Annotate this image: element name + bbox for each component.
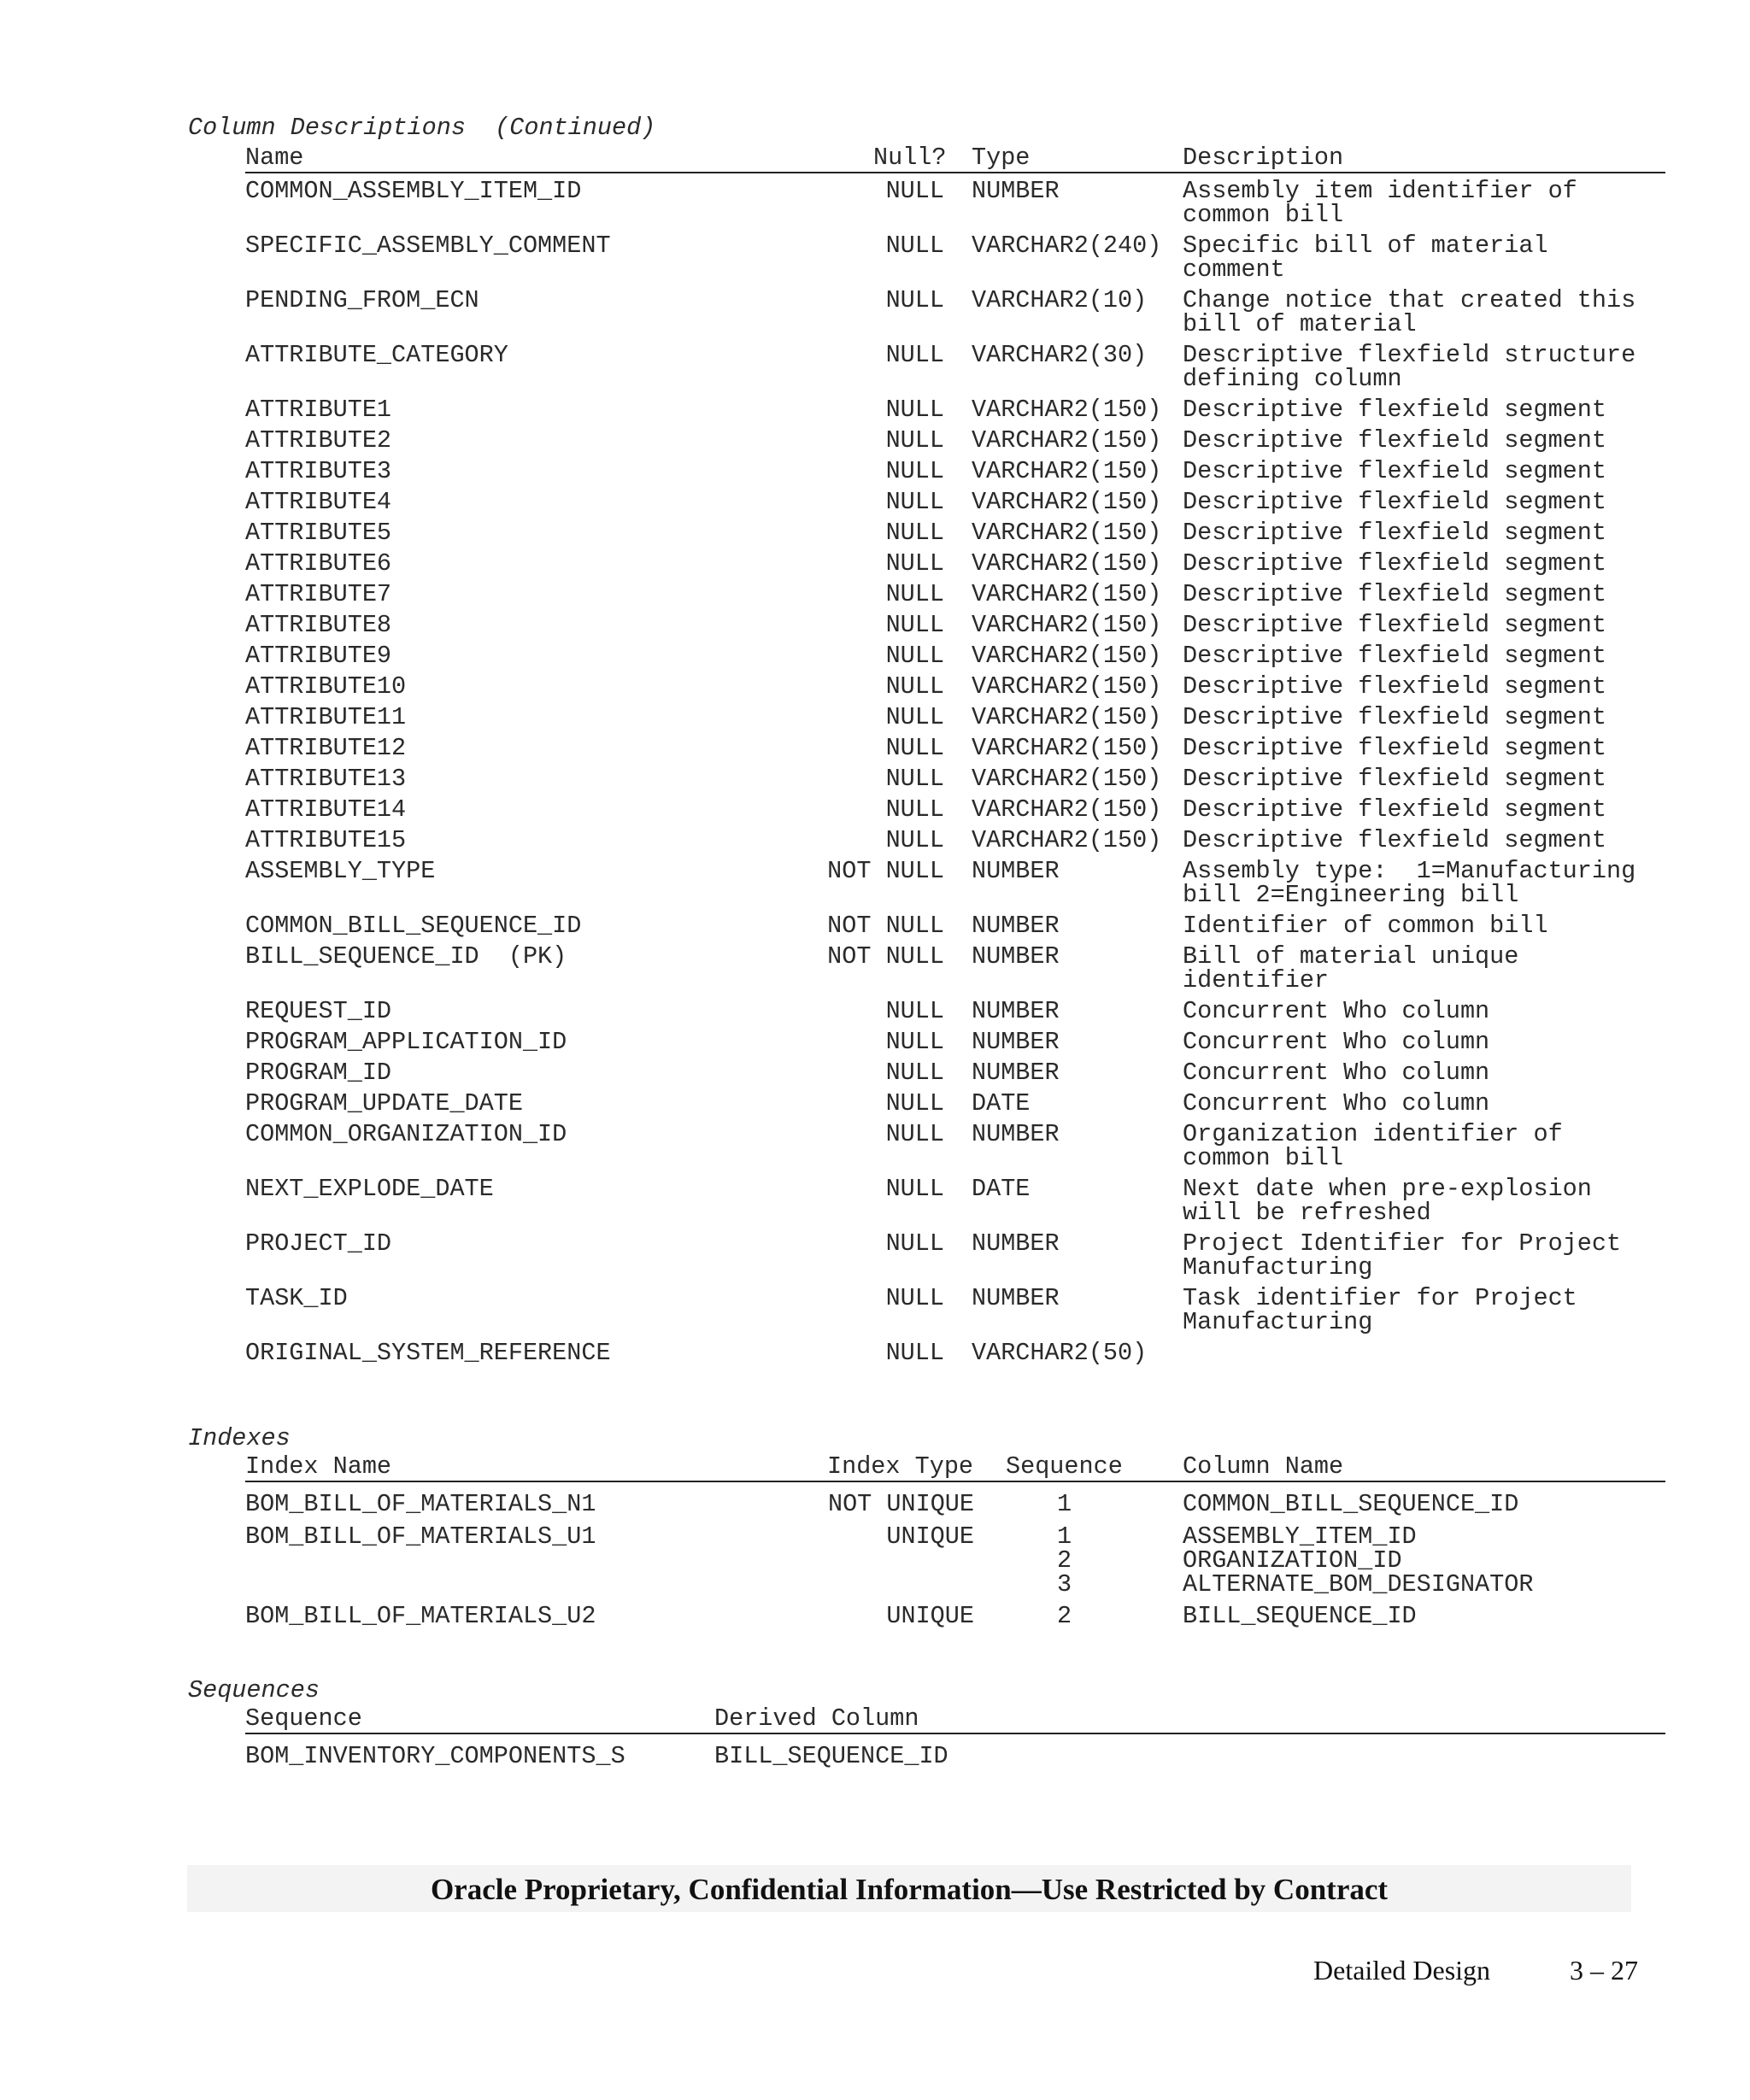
column-null: NULL bbox=[885, 1339, 944, 1367]
column-type: VARCHAR2(150) bbox=[972, 826, 1162, 854]
sequence-value: BOM_INVENTORY_COMPONENTS_S bbox=[245, 1742, 625, 1770]
header-sequence-name: Sequence bbox=[245, 1704, 362, 1733]
column-description bbox=[1183, 736, 1606, 760]
header-name: Name bbox=[245, 144, 304, 172]
column-type: VARCHAR2(150) bbox=[972, 734, 1162, 762]
description-line: Concurrent Who column bbox=[1183, 1059, 1490, 1087]
column-type: VARCHAR2(150) bbox=[972, 519, 1162, 547]
header-description: Description bbox=[1183, 144, 1344, 172]
column-null: NULL bbox=[885, 286, 944, 314]
column-descriptions-table bbox=[245, 179, 1672, 1372]
column-name: ORIGINAL_SYSTEM_REFERENCE bbox=[245, 1339, 611, 1367]
table-row bbox=[245, 703, 1672, 736]
column-description bbox=[1183, 1120, 1563, 1172]
column-type: VARCHAR2(150) bbox=[972, 426, 1162, 455]
table-row bbox=[245, 521, 1672, 552]
column-type: NUMBER bbox=[972, 1120, 1060, 1148]
description-line: Change notice that created this bbox=[1183, 286, 1636, 314]
table-row bbox=[245, 1177, 1672, 1232]
description-line: Descriptive flexfield segment bbox=[1183, 765, 1606, 793]
column-type: NUMBER bbox=[972, 1028, 1060, 1056]
column-type: VARCHAR2(150) bbox=[972, 703, 1162, 731]
column-null: NULL bbox=[885, 1028, 944, 1056]
description-line: Descriptive flexfield segment bbox=[1183, 611, 1606, 639]
column-description bbox=[1183, 1229, 1622, 1282]
column-name: ATTRIBUTE7 bbox=[245, 580, 392, 608]
column-null: NULL bbox=[885, 672, 944, 701]
header-derived-column: Derived Column bbox=[714, 1704, 919, 1733]
column-name: ATTRIBUTE2 bbox=[245, 426, 392, 455]
table-row bbox=[245, 1030, 1672, 1061]
column-type: NUMBER bbox=[972, 1229, 1060, 1258]
description-line: Descriptive flexfield structure bbox=[1183, 341, 1636, 369]
description-line: Concurrent Who column bbox=[1183, 1028, 1490, 1056]
column-type: NUMBER bbox=[972, 912, 1060, 940]
column-null: NULL bbox=[885, 580, 944, 608]
column-type: VARCHAR2(150) bbox=[972, 549, 1162, 578]
column-type: VARCHAR2(150) bbox=[972, 642, 1162, 670]
index-sequence: 3 bbox=[1057, 1570, 1072, 1598]
column-name: ATTRIBUTE4 bbox=[245, 488, 392, 516]
description-line: Task identifier for Project bbox=[1183, 1284, 1577, 1312]
index-name: BOM_BILL_OF_MATERIALS_N1 bbox=[245, 1490, 596, 1518]
description-line: Identifier of common bill bbox=[1183, 912, 1548, 940]
column-name: ATTRIBUTE_CATEGORY bbox=[245, 341, 508, 369]
description-line: Manufacturing bbox=[1183, 1308, 1373, 1336]
column-type: VARCHAR2(150) bbox=[972, 396, 1162, 424]
description-line: Concurrent Who column bbox=[1183, 1089, 1490, 1117]
column-null: NULL bbox=[885, 611, 944, 639]
column-type: VARCHAR2(150) bbox=[972, 580, 1162, 608]
column-null: NOT NULL bbox=[827, 857, 944, 885]
column-description bbox=[1183, 398, 1606, 422]
description-line: Descriptive flexfield segment bbox=[1183, 488, 1606, 516]
column-name: ATTRIBUTE9 bbox=[245, 642, 392, 670]
table-row bbox=[245, 736, 1672, 767]
column-type: VARCHAR2(30) bbox=[972, 341, 1148, 369]
table-row bbox=[245, 942, 1672, 1000]
table-row bbox=[245, 549, 1672, 583]
column-description bbox=[1183, 672, 1606, 701]
column-description bbox=[1183, 644, 1606, 668]
description-line: Project Identifier for Project bbox=[1183, 1229, 1622, 1258]
description-line: Specific bill of material bbox=[1183, 232, 1548, 260]
description-line: common bill bbox=[1183, 1144, 1344, 1172]
table-row bbox=[245, 644, 1672, 675]
index-sequence: 2 bbox=[1057, 1602, 1072, 1630]
description-line: will be refreshed bbox=[1183, 1199, 1431, 1227]
column-null: NULL bbox=[885, 765, 944, 793]
description-line: identifier bbox=[1183, 966, 1330, 994]
column-null: NULL bbox=[885, 826, 944, 854]
column-description bbox=[1183, 859, 1635, 907]
column-type: NUMBER bbox=[972, 1059, 1060, 1087]
column-name: ATTRIBUTE13 bbox=[245, 765, 407, 793]
table-row bbox=[245, 613, 1672, 644]
description-line: Next date when pre-explosion bbox=[1183, 1175, 1592, 1203]
table-row bbox=[245, 672, 1672, 706]
header-column-name: Column Name bbox=[1183, 1452, 1344, 1481]
index-header-rule bbox=[245, 1481, 1665, 1482]
column-null: NULL bbox=[885, 1229, 944, 1258]
sequences-title: Sequences bbox=[188, 1676, 320, 1704]
column-type: NUMBER bbox=[972, 997, 1060, 1025]
index-column-name: BILL_SEQUENCE_ID bbox=[1183, 1602, 1417, 1630]
description-line: Concurrent Who column bbox=[1183, 997, 1490, 1025]
confidential-notice: Oracle Proprietary, Confidential Information––Use Restricted by Contract bbox=[430, 1873, 1389, 1906]
table-row bbox=[245, 997, 1672, 1030]
table-row bbox=[245, 1341, 1672, 1372]
column-name: PROGRAM_ID bbox=[245, 1059, 392, 1087]
column-null: NULL bbox=[885, 232, 944, 260]
description-line: defining column bbox=[1183, 365, 1402, 393]
column-name: ATTRIBUTE8 bbox=[245, 611, 392, 639]
column-description bbox=[1183, 521, 1606, 545]
column-name: ATTRIBUTE6 bbox=[245, 549, 392, 578]
column-type: VARCHAR2(10) bbox=[972, 286, 1148, 314]
column-name: REQUEST_ID bbox=[245, 997, 392, 1025]
sequence-header-rule bbox=[245, 1733, 1665, 1734]
table-row bbox=[245, 1089, 1672, 1123]
column-type: DATE bbox=[972, 1089, 1031, 1117]
column-name: PROGRAM_APPLICATION_ID bbox=[245, 1028, 567, 1056]
column-type: VARCHAR2(150) bbox=[972, 488, 1162, 516]
column-null: NULL bbox=[885, 488, 944, 516]
header-type: Type bbox=[972, 144, 1031, 172]
table-row bbox=[245, 457, 1672, 490]
column-name: ATTRIBUTE12 bbox=[245, 734, 407, 762]
column-description bbox=[1183, 795, 1606, 824]
column-null: NULL bbox=[885, 396, 944, 424]
table-row bbox=[245, 490, 1672, 521]
table-row bbox=[245, 398, 1672, 429]
description-line: Descriptive flexfield segment bbox=[1183, 826, 1606, 854]
column-type: NUMBER bbox=[972, 1284, 1060, 1312]
description-line: bill of material bbox=[1183, 310, 1417, 338]
header-null: Null? bbox=[873, 144, 947, 172]
column-description bbox=[1183, 826, 1606, 854]
column-description bbox=[1183, 613, 1606, 637]
column-description bbox=[1183, 179, 1577, 227]
column-description bbox=[1183, 286, 1636, 338]
column-null: NULL bbox=[885, 549, 944, 578]
table-row bbox=[245, 179, 1672, 234]
column-description bbox=[1183, 1284, 1577, 1336]
column-null: NULL bbox=[885, 795, 944, 824]
description-line: Bill of material unique bbox=[1183, 942, 1519, 971]
column-type: VARCHAR2(240) bbox=[972, 232, 1162, 260]
column-description bbox=[1183, 457, 1606, 485]
column-null: NOT NULL bbox=[827, 942, 944, 971]
column-name: ATTRIBUTE1 bbox=[245, 396, 392, 424]
description-line: Descriptive flexfield segment bbox=[1183, 457, 1606, 485]
description-line: bill 2=Engineering bill bbox=[1183, 881, 1519, 909]
column-name: ATTRIBUTE5 bbox=[245, 519, 392, 547]
column-name: ASSEMBLY_TYPE bbox=[245, 857, 436, 885]
index-column-name: COMMON_BILL_SEQUENCE_ID bbox=[1183, 1490, 1519, 1518]
column-null: NULL bbox=[885, 177, 944, 205]
column-description bbox=[1183, 549, 1606, 578]
column-name: NEXT_EXPLODE_DATE bbox=[245, 1175, 494, 1203]
table-row bbox=[245, 580, 1672, 613]
description-line: Descriptive flexfield segment bbox=[1183, 426, 1606, 455]
column-type: NUMBER bbox=[972, 857, 1060, 885]
column-type: VARCHAR2(150) bbox=[972, 795, 1162, 824]
column-null: NULL bbox=[885, 642, 944, 670]
description-line: Descriptive flexfield segment bbox=[1183, 519, 1606, 547]
indexes-title: Indexes bbox=[188, 1424, 291, 1452]
description-line: Descriptive flexfield segment bbox=[1183, 703, 1606, 731]
column-name: PROGRAM_UPDATE_DATE bbox=[245, 1089, 523, 1117]
column-description bbox=[1183, 490, 1606, 514]
column-null: NULL bbox=[885, 426, 944, 455]
column-description bbox=[1183, 1177, 1592, 1225]
table-row bbox=[245, 859, 1672, 914]
table-row bbox=[245, 1061, 1672, 1092]
index-sequence: 1 bbox=[1057, 1490, 1072, 1518]
column-null: NULL bbox=[885, 1120, 944, 1148]
table-row bbox=[245, 286, 1672, 343]
column-type: DATE bbox=[972, 1175, 1031, 1203]
column-null: NULL bbox=[885, 997, 944, 1025]
description-line: Assembly type: 1=Manufacturing bbox=[1183, 857, 1636, 885]
column-name: TASK_ID bbox=[245, 1284, 348, 1312]
index-sequence: 2 bbox=[1057, 1546, 1072, 1575]
column-description bbox=[1183, 914, 1548, 938]
table-row bbox=[245, 426, 1672, 460]
description-line: Descriptive flexfield segment bbox=[1183, 580, 1606, 608]
column-description bbox=[1183, 426, 1606, 455]
column-null: NULL bbox=[885, 1284, 944, 1312]
column-name: PENDING_FROM_ECN bbox=[245, 286, 479, 314]
column-description bbox=[1183, 997, 1490, 1025]
index-sequence: 1 bbox=[1057, 1522, 1072, 1551]
column-null: NULL bbox=[885, 341, 944, 369]
table-row bbox=[245, 1284, 1672, 1341]
description-line: Descriptive flexfield segment bbox=[1183, 672, 1606, 701]
section-name: Detailed Design bbox=[1313, 1955, 1491, 1986]
derived-column-value: BILL_SEQUENCE_ID bbox=[714, 1742, 948, 1770]
table-row bbox=[245, 826, 1672, 859]
column-description bbox=[1183, 1030, 1489, 1054]
table-row bbox=[245, 1120, 1672, 1177]
column-description bbox=[1183, 1089, 1490, 1117]
column-null: NOT NULL bbox=[827, 912, 944, 940]
column-name: ATTRIBUTE15 bbox=[245, 826, 407, 854]
index-type: UNIQUE bbox=[886, 1602, 974, 1630]
column-description bbox=[1183, 234, 1548, 282]
column-name: ATTRIBUTE3 bbox=[245, 457, 392, 485]
description-line: Descriptive flexfield segment bbox=[1183, 396, 1606, 424]
column-name: ATTRIBUTE14 bbox=[245, 795, 407, 824]
index-column-name: ASSEMBLY_ITEM_ID bbox=[1183, 1522, 1417, 1551]
column-description bbox=[1183, 343, 1635, 391]
header-index-name: Index Name bbox=[245, 1452, 392, 1481]
column-description bbox=[1183, 703, 1606, 731]
column-header-rule bbox=[245, 172, 1665, 173]
column-name: PROJECT_ID bbox=[245, 1229, 392, 1258]
description-line: Descriptive flexfield segment bbox=[1183, 549, 1606, 578]
column-type: VARCHAR2(150) bbox=[972, 765, 1162, 793]
table-row bbox=[245, 1229, 1672, 1287]
column-null: NULL bbox=[885, 1175, 944, 1203]
column-name: BILL_SEQUENCE_ID (PK) bbox=[245, 942, 567, 971]
description-line: Descriptive flexfield segment bbox=[1183, 734, 1606, 762]
index-name: BOM_BILL_OF_MATERIALS_U2 bbox=[245, 1602, 596, 1630]
column-null: NULL bbox=[885, 1059, 944, 1087]
column-type: VARCHAR2(50) bbox=[972, 1339, 1148, 1367]
index-column-name: ORGANIZATION_ID bbox=[1183, 1546, 1402, 1575]
column-null: NULL bbox=[885, 703, 944, 731]
table-row bbox=[245, 914, 1672, 945]
column-type: NUMBER bbox=[972, 177, 1060, 205]
column-null: NULL bbox=[885, 519, 944, 547]
column-descriptions-title: Column Descriptions (Continued) bbox=[188, 114, 656, 142]
index-column-name: ALTERNATE_BOM_DESIGNATOR bbox=[1183, 1570, 1534, 1598]
column-null: NULL bbox=[885, 457, 944, 485]
description-line: Organization identifier of bbox=[1183, 1120, 1563, 1148]
description-line: Manufacturing bbox=[1183, 1253, 1373, 1282]
column-name: SPECIFIC_ASSEMBLY_COMMENT bbox=[245, 232, 611, 260]
index-type: NOT UNIQUE bbox=[827, 1490, 974, 1518]
column-name: COMMON_BILL_SEQUENCE_ID bbox=[245, 912, 582, 940]
column-name: COMMON_ASSEMBLY_ITEM_ID bbox=[245, 177, 582, 205]
description-line: Assembly item identifier of bbox=[1183, 177, 1577, 205]
column-type: VARCHAR2(150) bbox=[972, 672, 1162, 701]
column-type: VARCHAR2(150) bbox=[972, 611, 1162, 639]
header-index-type: Index Type bbox=[827, 1452, 974, 1481]
index-name: BOM_BILL_OF_MATERIALS_U1 bbox=[245, 1522, 596, 1551]
description-line: Descriptive flexfield segment bbox=[1183, 795, 1606, 824]
column-type: NUMBER bbox=[972, 942, 1060, 971]
description-line: common bill bbox=[1183, 201, 1344, 229]
description-line: Descriptive flexfield segment bbox=[1183, 642, 1606, 670]
index-type: UNIQUE bbox=[886, 1522, 974, 1551]
table-row bbox=[245, 343, 1672, 398]
column-name: COMMON_ORGANIZATION_ID bbox=[245, 1120, 567, 1148]
column-name: ATTRIBUTE10 bbox=[245, 672, 407, 701]
table-row bbox=[245, 767, 1672, 798]
column-null: NULL bbox=[885, 734, 944, 762]
column-description bbox=[1183, 1061, 1489, 1085]
table-row bbox=[245, 234, 1672, 289]
column-null: NULL bbox=[885, 1089, 944, 1117]
header-sequence: Sequence bbox=[1006, 1452, 1123, 1481]
column-name: ATTRIBUTE11 bbox=[245, 703, 407, 731]
column-description bbox=[1183, 580, 1606, 608]
table-row bbox=[245, 795, 1672, 829]
description-line: comment bbox=[1183, 255, 1285, 284]
column-description bbox=[1183, 767, 1606, 791]
column-description bbox=[1183, 942, 1519, 994]
page-number: 3 – 27 bbox=[1570, 1955, 1638, 1986]
column-type: VARCHAR2(150) bbox=[972, 457, 1162, 485]
